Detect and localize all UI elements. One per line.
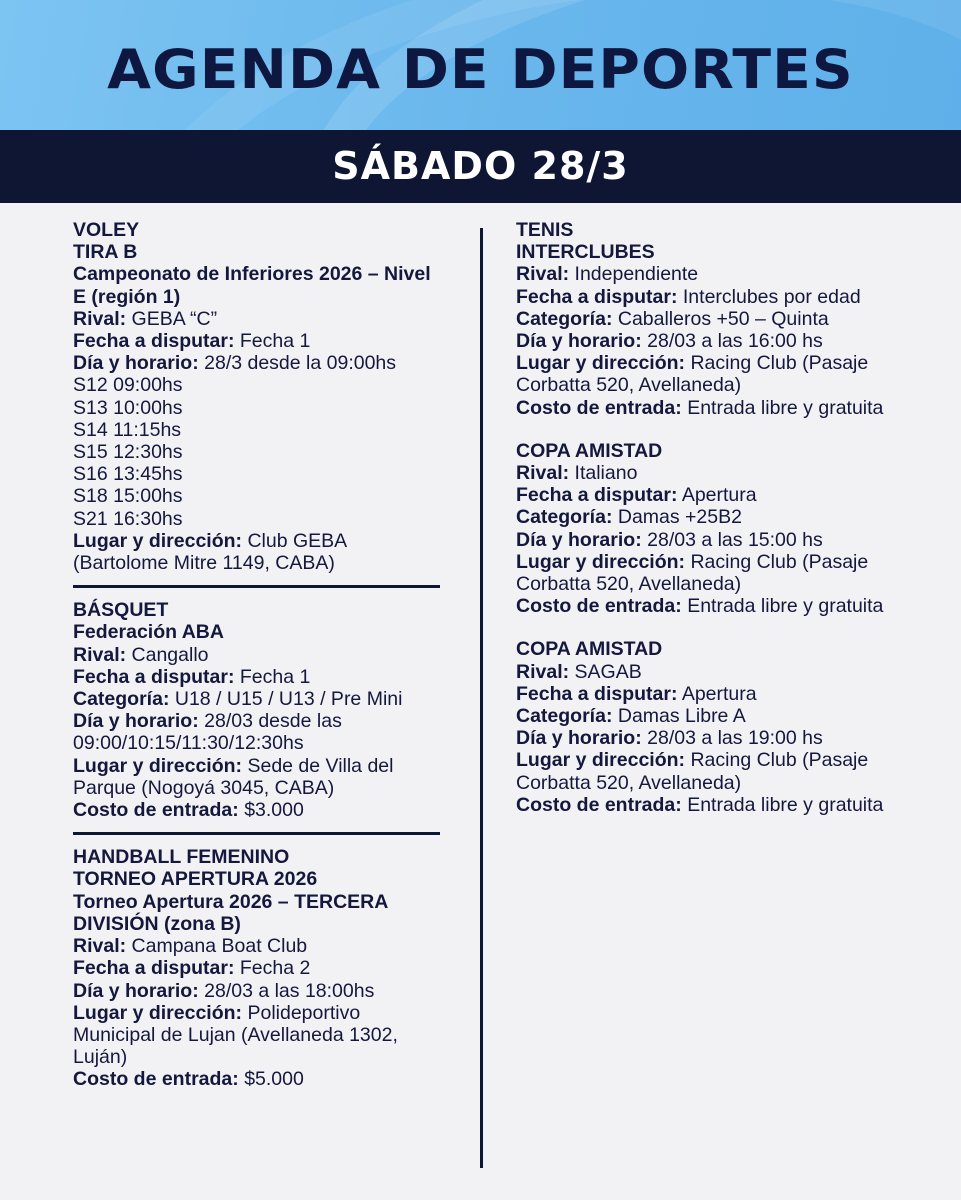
left-column [73,219,445,1091]
event-fecha: Fecha a disputar: Apertura [516,682,757,705]
page-title: AGENDA DE DEPORTES [107,38,854,101]
event-categoria: Categoría: Damas Libre A [516,705,746,728]
event-competition: Federación ABA [73,621,224,644]
event-title: COPA AMISTAD [516,638,663,661]
event-fecha: Fecha a disputar: Fecha 1 [73,330,311,353]
event-costo: Costo de entrada: $3.000 [73,799,304,822]
schedule-item: S13 10:00hs [73,396,183,419]
event-categoria: Categoría: U18 / U15 / U13 / Pre Mini [73,688,403,711]
event-rival: Rival: SAGAB [516,660,642,683]
schedule-item: S15 12:30hs [73,441,183,464]
event-horario: Día y horario: 28/03 a las 19:00 hs [516,727,823,750]
event-sport: BÁSQUET [73,599,169,622]
event-costo: Costo de entrada: $5.000 [73,1068,304,1091]
event-fecha: Fecha a disputar: Apertura [516,484,757,507]
event-lugar: Lugar y dirección: Sede de Villa del Parque (Nogoyá 3045, CABA) [73,754,394,799]
event-horario: Día y horario: 28/03 a las 16:00 hs [516,330,823,353]
event-competition: Campeonato de Inferiores 2026 – Nivel E (región 1) [73,263,431,308]
event-handball [73,846,445,1090]
event-sport: TENIS [516,219,574,241]
event-fecha: Fecha a disputar: Fecha 2 [73,957,311,980]
column-divider [480,228,483,1168]
event-categoria: Categoría: Damas +25B2 [516,506,742,529]
schedule-item: S12 09:00hs [73,374,183,397]
event-lugar: Lugar y dirección: Racing Club (Pasaje Corbatta 520, Avellaneda) [516,352,869,397]
event-branch: TIRA B [73,241,138,264]
event-tenis [516,219,906,419]
event-voley [73,219,445,574]
right-column [516,219,906,816]
schedule-item: S16 13:45hs [73,463,183,486]
event-horario: Día y horario: 28/03 desde las 09:00/10:15/11:30/12:30hs [73,710,342,755]
event-rival: Rival: Independiente [516,263,699,286]
schedule-item: S21 16:30hs [73,507,183,530]
schedule-item: S18 15:00hs [73,485,183,508]
event-basquet [73,599,445,821]
event-sport: HANDBALL FEMENINO [73,846,290,869]
date-band [0,130,961,203]
event-rival: Rival: Cangallo [73,643,209,666]
event-horario: Día y horario: 28/03 a las 15:00 hs [516,528,823,551]
event-competition: INTERCLUBES [516,241,655,264]
schedule-item: S14 11:15hs [73,418,182,441]
event-lugar: Lugar y dirección: Club GEBA (Bartolome Mitre 1149, CABA) [73,529,347,575]
event-rival: Rival: Italiano [516,462,638,485]
event-fecha: Fecha a disputar: Fecha 1 [73,665,311,688]
event-horario: Día y horario: 28/3 desde la 09:00hs [73,352,397,375]
event-horario: Día y horario: 28/03 a las 18:00hs [73,979,375,1002]
event-title: COPA AMISTAD [516,439,663,462]
event-fecha: Fecha a disputar: Interclubes por edad [516,285,861,308]
event-lugar: Lugar y dirección: Racing Club (Pasaje Corbatta 520, Avellaneda) [516,749,869,794]
event-sport: VOLEY [73,219,140,241]
event-copa-amistad-2 [516,638,906,816]
date-label: SÁBADO 28/3 [332,144,629,188]
event-lugar: Lugar y dirección: Racing Club (Pasaje Corbatta 520, Avellaneda) [516,550,869,596]
event-competition: Torneo Apertura 2026 – TERCERA DIVISIÓN (zona B) [73,890,388,935]
event-categoria: Categoría: Caballeros +50 – Quinta [516,307,829,330]
event-tournament: TORNEO APERTURA 2026 [73,868,318,891]
event-rival: Rival: Campana Boat Club [73,935,308,958]
event-costo: Costo de entrada: Entrada libre y gratuita [516,396,884,419]
event-copa-amistad-1 [516,440,906,618]
event-costo: Costo de entrada: Entrada libre y gratuita [516,793,884,816]
event-rival: Rival: GEBA “C” [73,307,218,330]
event-lugar: Lugar y dirección: Polideportivo Municipal de Lujan (Avellaneda 1302, Luján) [73,1001,398,1069]
header-banner [0,0,961,130]
event-costo: Costo de entrada: Entrada libre y gratuita [516,595,884,618]
